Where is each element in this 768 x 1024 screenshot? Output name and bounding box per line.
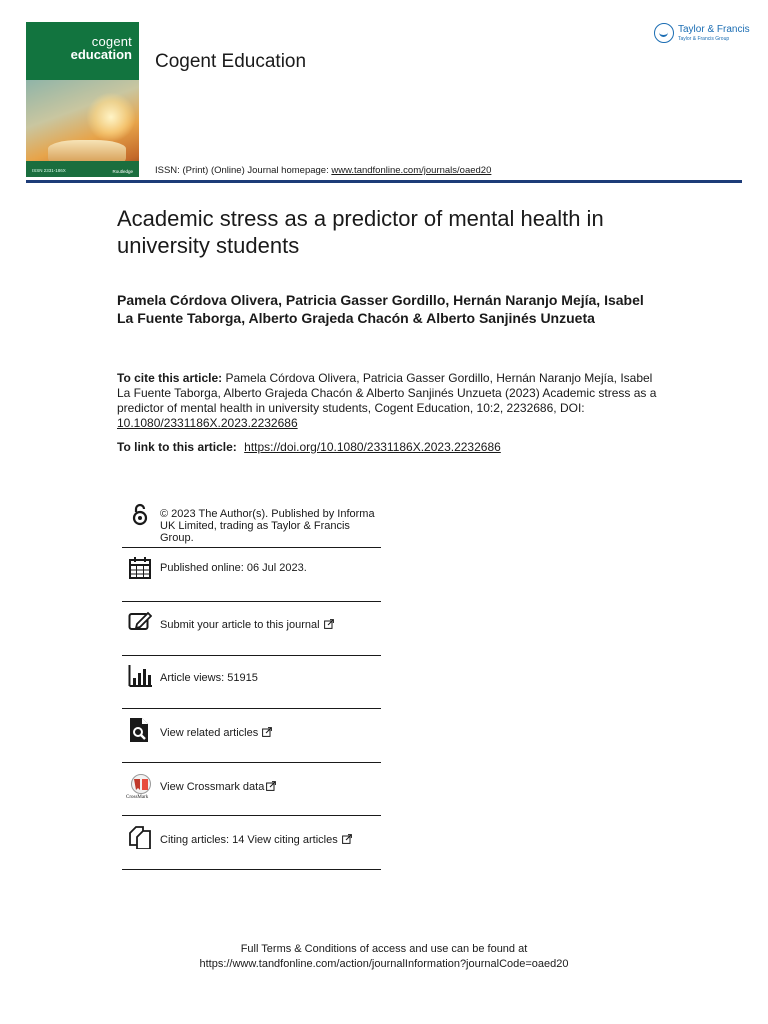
article-info-list (122, 498, 381, 870)
cover-issn: ISSN 2331-186X (32, 168, 66, 173)
crossmark-label: View Crossmark data (160, 781, 265, 793)
tf-logo-sub: Taylor & Francis Group (678, 36, 730, 42)
submit-article-link[interactable] (160, 619, 334, 631)
citing-articles-label: Citing articles: 14 View citing articles (160, 834, 338, 846)
submit-row[interactable] (122, 602, 381, 656)
journal-cover-image (26, 22, 139, 177)
open-access-icon (128, 502, 152, 526)
published-row (122, 548, 381, 602)
citation-block (117, 371, 657, 431)
open-access-text: © 2023 The Author(s). Published by Informa UK Limited, trading as Taylor & Francis Group. (160, 508, 375, 544)
cover-light (86, 92, 136, 142)
citing-icon (128, 825, 152, 849)
open-access-row[interactable] (122, 498, 381, 548)
terms-line1: Full Terms & Conditions of access and use can be found at (240, 943, 528, 955)
tf-logo-icon (654, 23, 674, 43)
article-doi-url[interactable]: https://doi.org/10.1080/2331186X.2023.2232686 (244, 440, 501, 454)
crossmark-row[interactable] (122, 763, 381, 816)
related-row[interactable] (122, 709, 381, 763)
issn-line (155, 165, 491, 176)
related-articles-label: View related articles (160, 727, 259, 739)
bar-chart-icon (128, 664, 152, 688)
related-articles-link[interactable] (160, 727, 272, 739)
link-label: To link to this article: (117, 440, 237, 454)
crossmark-link[interactable] (160, 781, 276, 793)
cite-label: To cite this article: (117, 371, 223, 385)
citing-row[interactable] (122, 816, 381, 870)
article-authors: Pamela Córdova Olivera, Patricia Gasser Gordillo, Hernán Naranjo Mejía, Isabel La Fuente Taborga, Alberto Grajeda Chacón & Alberto Sanjinés Unzueta (117, 292, 644, 326)
journal-homepage-link[interactable]: www.tandfonline.com/journals/oaed20 (331, 165, 492, 176)
issn-prefix: ISSN: (Print) (Online) Journal homepage: (155, 165, 332, 176)
citing-articles-link[interactable] (160, 834, 352, 846)
search-document-icon (128, 718, 152, 742)
doi-link[interactable]: 10.1080/2331186X.2023.2232686 (117, 416, 298, 430)
cover-brand-line1: cogent (91, 34, 132, 49)
cover-brand-line2: education (70, 47, 132, 62)
tf-logo-name: Taylor & Francis (678, 24, 750, 35)
external-link-icon (262, 727, 272, 737)
calendar-icon (128, 556, 152, 580)
header-divider (26, 180, 742, 183)
taylor-francis-logo[interactable] (654, 22, 754, 46)
published-date: Published online: 06 Jul 2023. (160, 562, 307, 574)
cover-book (48, 140, 126, 162)
journal-title: Cogent Education (155, 51, 307, 72)
external-link-icon (342, 834, 352, 844)
submit-article-label: Submit your article to this journal (160, 619, 320, 631)
terms-url[interactable]: https://www.tandfonline.com/action/journalInformation?journalCode=oaed20 (199, 958, 569, 970)
cite-text: Pamela Córdova Olivera, Patricia Gasser Gordillo, Hernán Naranjo Mejía, Isabel La Fuente Taborga, Alberto Grajeda Chacón & Alberto Sanjinés Unzueta (2023) Academic stress as a predictor of mental health in university students, Cogent Education, 10:2, 2232686, DOI: (117, 371, 657, 415)
article-title: Academic stress as a predictor of mental health in university students (117, 206, 604, 258)
external-link-icon (266, 781, 276, 791)
crossmark-badge-label: CrossMark (126, 795, 149, 800)
views-row (122, 656, 381, 709)
terms-footer (0, 942, 768, 972)
edit-icon (128, 610, 152, 634)
external-link-icon (324, 619, 334, 629)
article-views: Article views: 51915 (160, 672, 258, 684)
cover-publisher-mark: Routledge (112, 169, 133, 174)
link-block (117, 440, 677, 455)
